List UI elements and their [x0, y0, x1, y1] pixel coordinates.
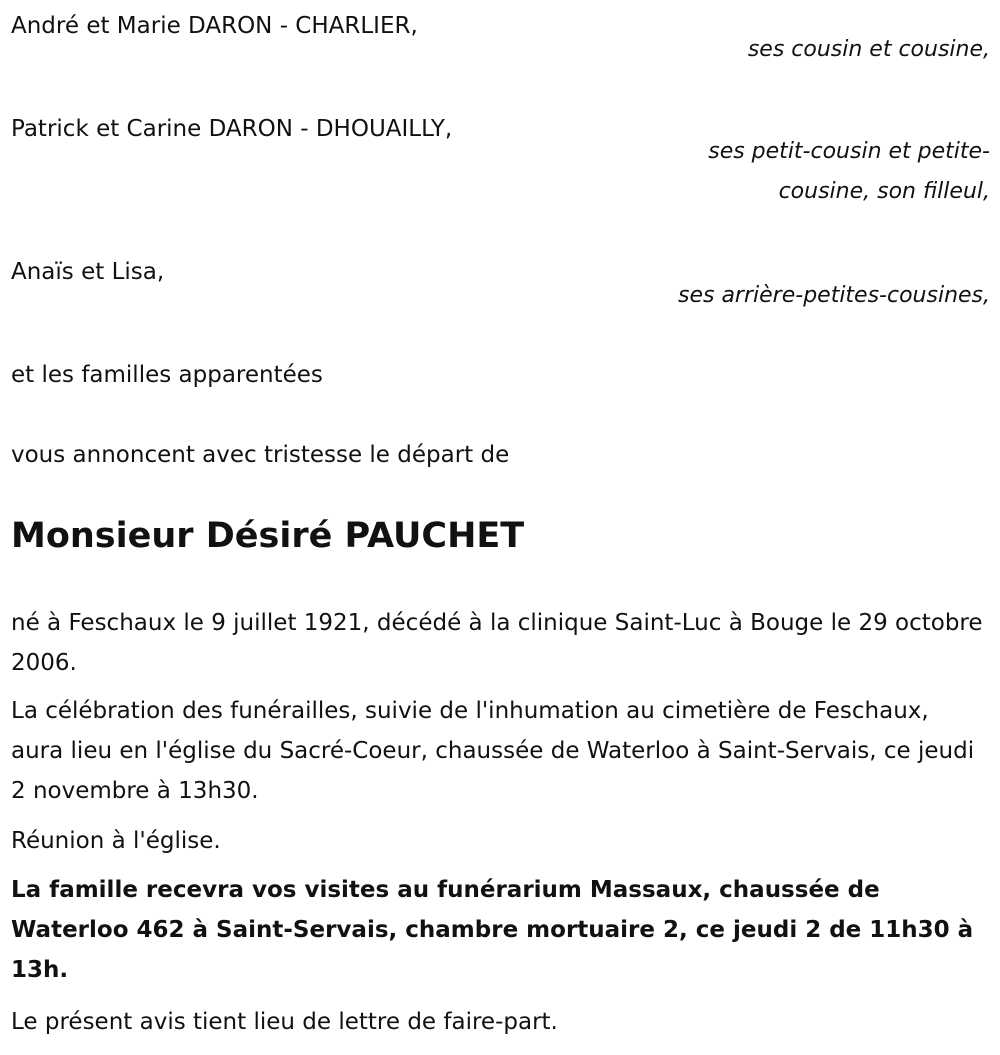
relative-relation-2: ses petit-cousin et petite-cousine, son filleul, — [708, 139, 990, 204]
announcement-line: vous annoncent avec tristesse le départ de — [11, 442, 510, 468]
meeting-paragraph: Réunion à l'église. — [11, 828, 221, 854]
visits-paragraph: La famille recevra vos visites au funérarium Massaux, chaussée de Waterloo 462 à Saint-Servais, chambre mortuaire 2, ce jeudi 2 de 11h30 à 13h. — [11, 877, 974, 983]
families-line: et les familles apparentées — [11, 362, 323, 388]
notice-paragraph: Le présent avis tient lieu de lettre de faire-part. — [11, 1009, 558, 1035]
funeral-paragraph: La célébration des funérailles, suivie de l'inhumation au cimetière de Feschaux, aura lieu en l'église du Sacré-Coeur, chaussée de Waterloo à Saint-Servais, ce jeudi 2 novembre à 13h30. — [11, 698, 975, 804]
relative-relation-3: ses arrière-petites-cousines, — [678, 283, 990, 308]
relative-names-3: Anaïs et Lisa, — [11, 259, 165, 285]
deceased-name: Monsieur Désiré PAUCHET — [11, 516, 525, 556]
birth-death-paragraph: né à Feschaux le 9 juillet 1921, décédé à la clinique Saint-Luc à Bouge le 29 octobre 2006. — [11, 610, 983, 676]
relative-relation-1: ses cousin et cousine, — [747, 37, 990, 62]
relative-names-1: André et Marie DARON - CHARLIER, — [11, 13, 418, 39]
relative-names-2: Patrick et Carine DARON - DHOUAILLY, — [11, 116, 453, 142]
